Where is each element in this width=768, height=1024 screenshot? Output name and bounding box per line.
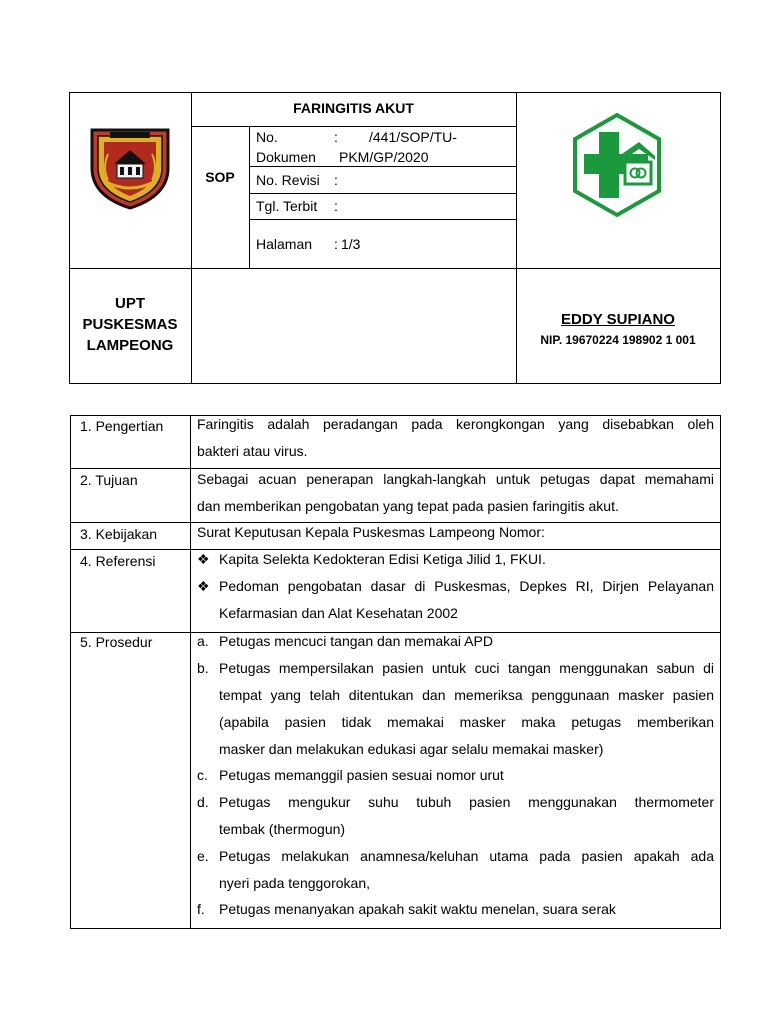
text-line: Sebagai acuan penerapan langkah-langkah untuk petugas dapat memahami	[197, 471, 714, 487]
list-item	[197, 573, 714, 600]
list-item-text: Pedoman pengobatan dasar di Puskesmas, Depkes RI, Dirjen Pelayanan	[219, 578, 714, 594]
signatory-nip: NIP. 19670224 198902 1 001	[540, 333, 696, 347]
text-line: Surat Keputusan Kepala Puskesmas Lampeong Nomor:	[197, 524, 545, 540]
field-label: Tgl. Terbit	[256, 198, 318, 214]
pengertian-text	[197, 411, 714, 465]
field-value: 1/3	[341, 236, 361, 252]
field-colon: :	[334, 172, 338, 188]
list-item	[197, 762, 714, 789]
list-item-text: masker dan melakukan edukasi agar selalu memakai masker)	[219, 741, 604, 757]
field-colon: :	[334, 236, 338, 252]
field-label: No. Revisi	[256, 172, 320, 188]
list-item	[197, 789, 714, 816]
field-value: PKM/GP/2020	[339, 149, 429, 165]
list-item	[197, 843, 714, 870]
list-item	[197, 546, 714, 573]
sop-label: SOP	[205, 169, 235, 185]
field-colon: :	[334, 129, 338, 145]
field-value: /441/SOP/TU-	[369, 129, 457, 145]
org-line: UPT	[115, 295, 145, 312]
field-label: Dokumen	[256, 149, 316, 165]
list-item-text: (apabila pasien tidak memakai masker maka petugas memberikan	[219, 714, 714, 730]
list-item	[197, 655, 714, 682]
list-item-text: tembak (thermogun)	[219, 821, 346, 837]
signatory-name: EDDY SUPIANO	[561, 311, 675, 328]
coat-of-arms-icon	[86, 124, 174, 210]
field-colon: :	[334, 198, 338, 214]
field-label: No.	[256, 129, 278, 145]
list-item	[197, 628, 714, 655]
list-item-text: Kapita Selekta Kedokteran Edisi Ketiga Jilid 1, FKUI.	[219, 551, 546, 567]
list-item-text: Petugas mempersilakan pasien untuk cuci tangan menggunakan sabun di	[219, 660, 714, 676]
org-line: LAMPEONG	[86, 337, 174, 354]
list-item-text: Petugas mencuci tangan dan memakai APD	[219, 633, 493, 649]
kebijakan-text	[197, 519, 714, 546]
list-item-continuation	[197, 682, 714, 709]
list-item-continuation	[197, 870, 714, 897]
section-label-prosedur: 5. Prosedur	[80, 634, 153, 650]
diamond-bullet-icon: ❖	[197, 551, 210, 567]
text-line: Faringitis adalah peradangan pada kerongkongan yang disebabkan oleh	[197, 416, 714, 432]
section-label-tujuan: 2. Tujuan	[80, 472, 138, 488]
list-item-text: nyeri pada tenggorokan,	[219, 875, 370, 891]
document-title: FARINGITIS AKUT	[293, 100, 414, 116]
list-marker: c.	[197, 767, 208, 783]
list-item-text: Kefarmasian dan Alat Kesehatan 2002	[219, 605, 458, 621]
list-marker: d.	[197, 794, 209, 810]
diamond-bullet-icon: ❖	[197, 578, 210, 594]
section-label-referensi: 4. Referensi	[80, 553, 156, 569]
section-label-kebijakan: 3. Kebijakan	[80, 526, 158, 542]
list-item-text: Petugas menanyakan apakah sakit waktu menelan, suara serak	[219, 901, 616, 917]
list-marker: e.	[197, 848, 209, 864]
list-item-continuation	[197, 736, 714, 763]
green-cross-icon	[571, 112, 663, 218]
regional-emblem-logo	[86, 124, 174, 210]
list-marker: f.	[197, 901, 205, 917]
puskesmas-logo	[571, 112, 663, 218]
text-line: bakteri atau virus.	[197, 443, 308, 459]
field-label: Halaman	[256, 236, 313, 252]
list-item	[197, 896, 714, 923]
list-marker: a.	[197, 633, 209, 649]
section-label-pengertian: 1. Pengertian	[80, 418, 164, 434]
list-item-continuation	[197, 709, 714, 736]
list-item-text: Petugas melakukan anamnesa/keluhan utama pada pasien apakah ada	[219, 848, 714, 864]
list-item-continuation	[197, 600, 714, 627]
org-line: PUSKESMAS	[82, 316, 178, 333]
list-item-text: Petugas mengukur suhu tubuh pasien menggunakan thermometer	[219, 794, 714, 810]
list-item-continuation	[197, 816, 714, 843]
list-marker: b.	[197, 660, 209, 676]
tujuan-text	[197, 466, 714, 520]
text-line: dan memberikan pengobatan yang tepat pada pasien faringitis akut.	[197, 498, 619, 514]
list-item-text: Petugas memanggil pasien sesuai nomor urut	[219, 767, 504, 783]
list-item-text: tempat yang telah ditentukan dan memeriksa penggunaan masker pasien	[219, 687, 714, 703]
